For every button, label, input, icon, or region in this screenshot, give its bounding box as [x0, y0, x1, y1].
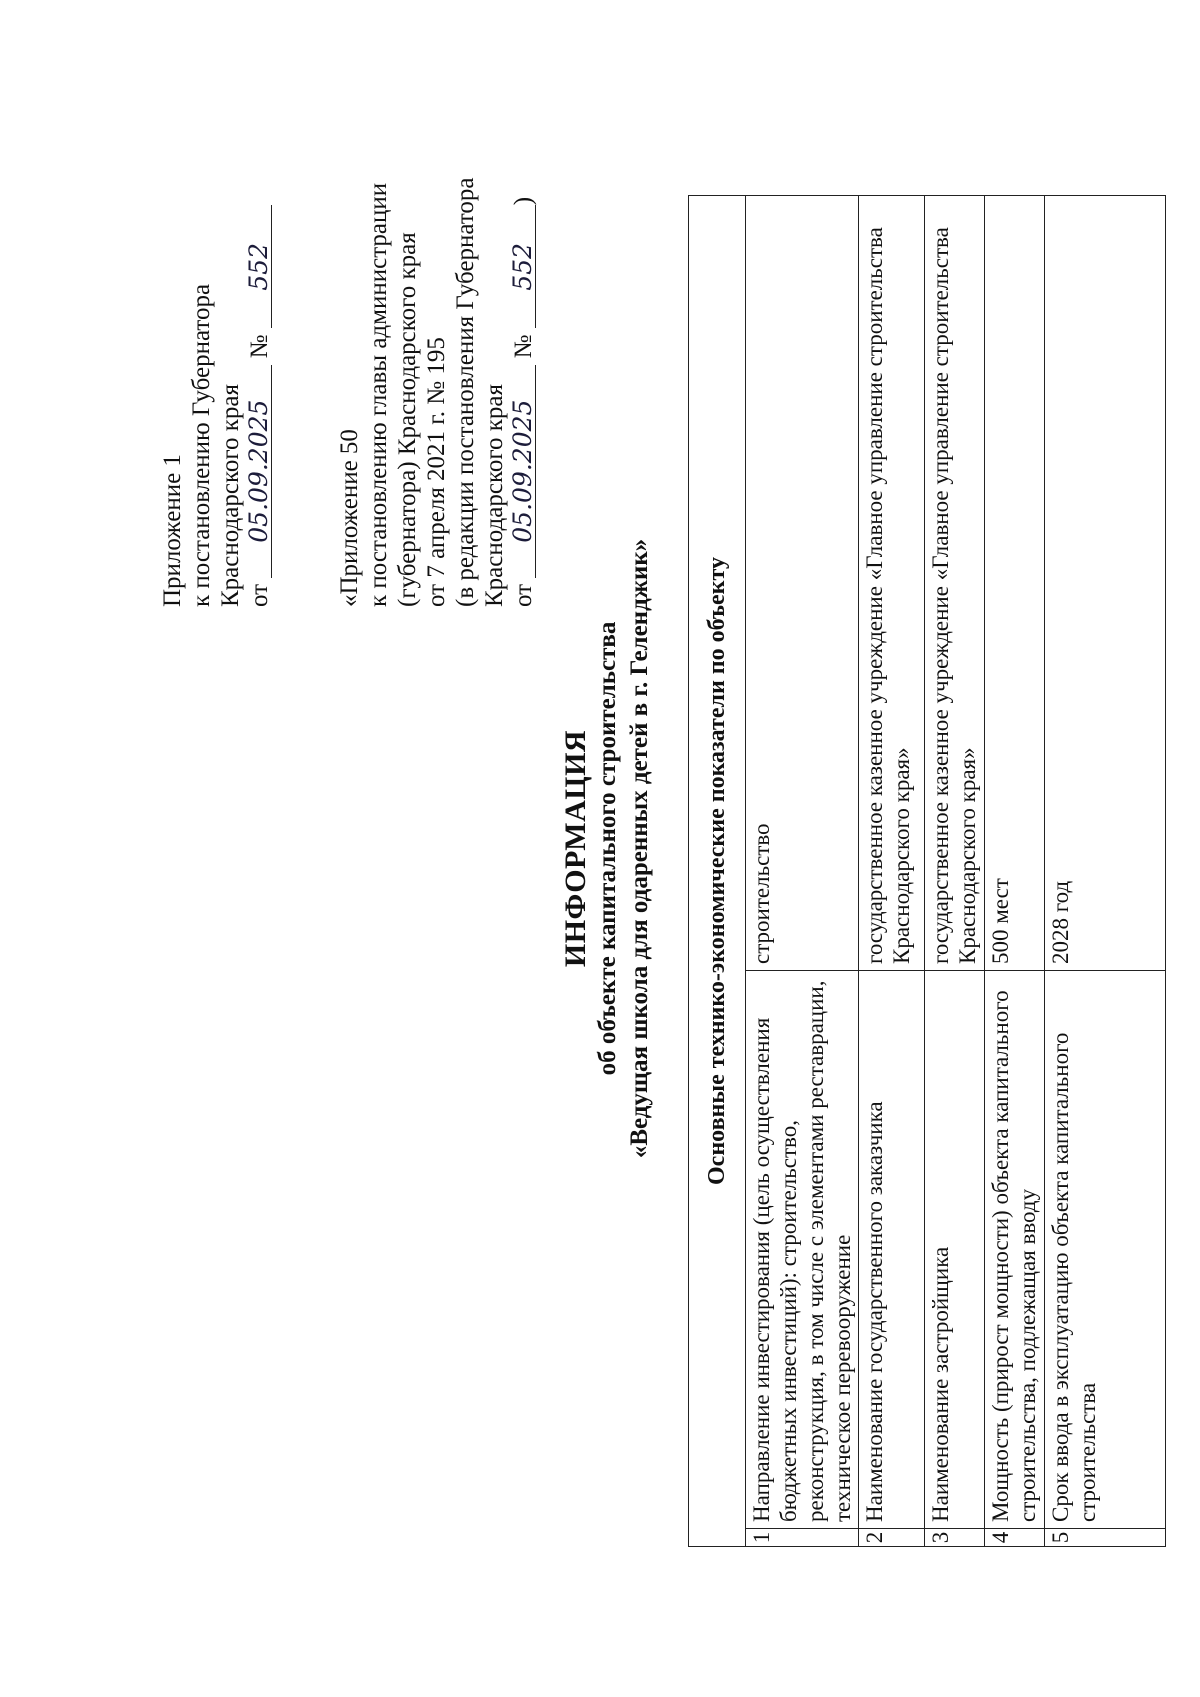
approval-2-line6: Краснодарского края: [481, 384, 508, 607]
document-subtitle-2: «Ведущая школа для одаренных детей в г. Геленджик»: [626, 538, 653, 1159]
document-title: ИНФОРМАЦИЯ: [559, 729, 592, 968]
approval-1-line3: Краснодарского края: [217, 384, 244, 607]
approval-1-signature-line: [245, 205, 274, 607]
approval-2-line3: (губернатора) Краснодарского края: [394, 232, 421, 607]
row-label: Срок ввода в эксплуатацию объекта капитального строительства: [1045, 971, 1166, 1529]
row-label: Мощность (прирост мощности) объекта капитального строительства, подлежащая вводу: [985, 971, 1045, 1529]
row-label: Наименование государственного заказчика: [859, 971, 925, 1529]
approval-2-line2: к постановлению главы администрации: [365, 182, 392, 607]
approval-2-number: 552: [511, 205, 536, 328]
table-header: Основные технико-экономические показатели по объекту: [689, 196, 746, 1547]
table-row: [985, 196, 1045, 1547]
approval-2-from-prefix: от: [510, 583, 537, 607]
approval-1-line1: Приложение 1: [159, 454, 186, 607]
approval-1-number-prefix: №: [246, 334, 273, 359]
table-row: [859, 196, 925, 1547]
approval-1-line2: к постановлению Губернатора: [188, 283, 215, 607]
row-number: 1: [746, 1529, 859, 1547]
document-title-block: [560, 0, 656, 1697]
row-number: 5: [1045, 1529, 1166, 1547]
approval-2-line1: «Приложение 50: [336, 429, 363, 607]
approval-1-number: 552: [247, 205, 272, 328]
row-value: государственное казенное учреждение «Главное управление строительства Краснодарского края»: [925, 196, 985, 971]
table-row: [1045, 196, 1166, 1547]
approval-2-line4: от 7 апреля 2021 г. № 195: [423, 337, 450, 607]
approval-block-1: [158, 205, 274, 607]
row-value: строительство: [746, 196, 859, 971]
row-number: 4: [985, 1529, 1045, 1547]
row-label: Наименование застройщика: [925, 971, 985, 1529]
approval-2-signature-line: [509, 177, 538, 607]
row-label: Направление инвестирования (цель осуществления бюджетных инвестиций): строительство, реконструкция, в том числе с элементами реставрации, техническое перевооружение: [746, 971, 859, 1529]
row-value: государственное казенное учреждение «Главное управление строительства Краснодарского края»: [859, 196, 925, 971]
row-value: 2028 год: [1045, 196, 1166, 971]
approval-2-date: 05.09.2025: [511, 365, 536, 578]
table-row: [925, 196, 985, 1547]
table-header-row: [689, 196, 746, 1547]
approval-1-date: 05.09.2025: [247, 365, 272, 578]
document-subtitle-1: об объекте капитального строительства: [594, 621, 621, 1076]
row-number: 3: [925, 1529, 985, 1547]
indicators-table: [688, 195, 1166, 1547]
approval-block-2: [335, 177, 538, 607]
table-row: [746, 196, 859, 1547]
approval-2-line5: (в редакции постановления Губернатора: [452, 177, 479, 607]
approval-2-number-prefix: №: [510, 334, 537, 359]
approval-1-from-prefix: от: [246, 583, 273, 607]
row-value: 500 мест: [985, 196, 1045, 971]
row-number: 2: [859, 1529, 925, 1547]
approval-2-closing: ): [510, 196, 537, 206]
